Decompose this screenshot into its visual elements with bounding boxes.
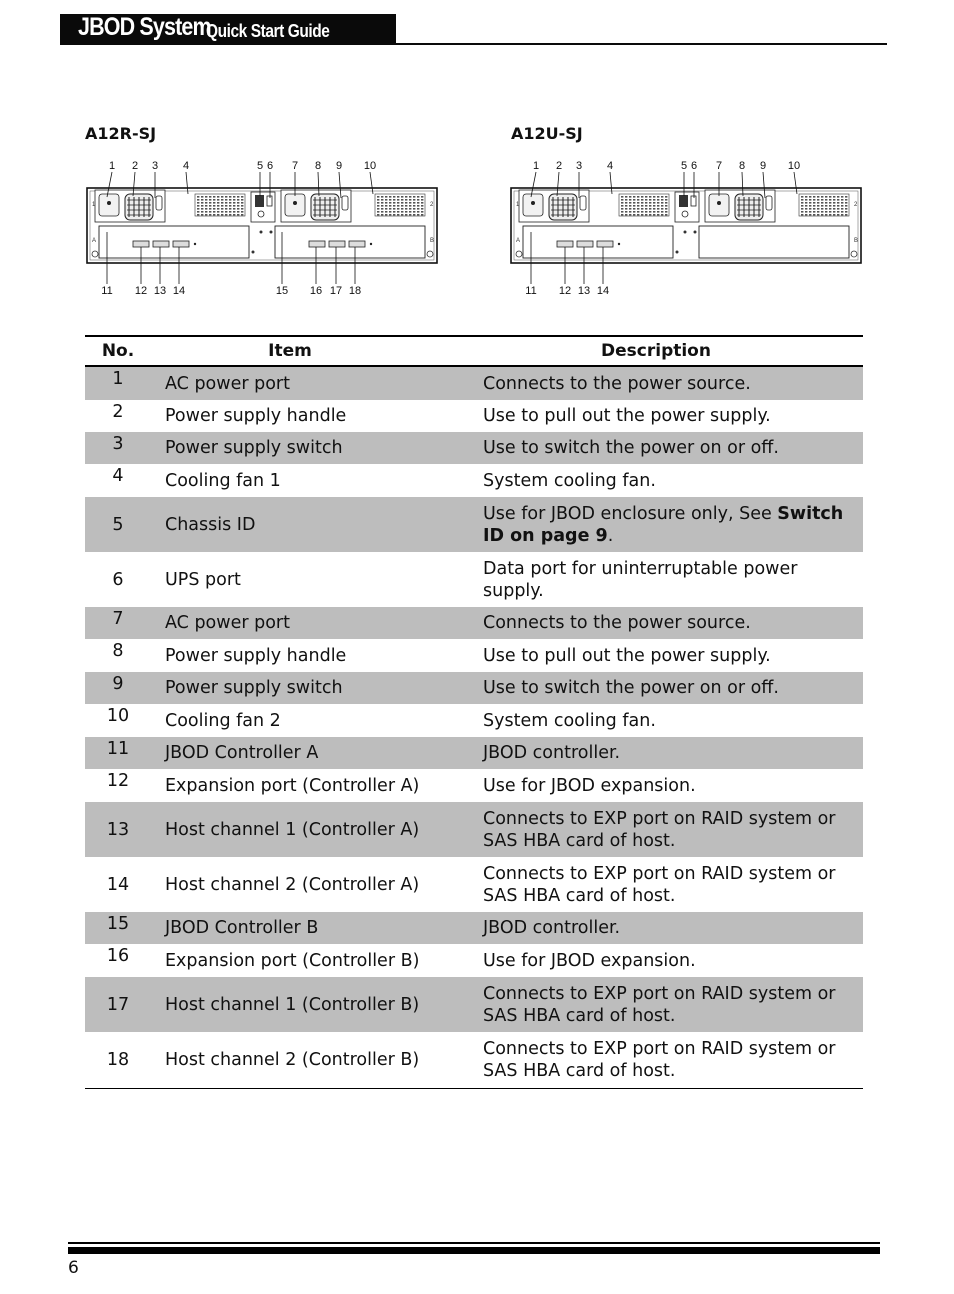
callout-number: 16 <box>309 285 323 297</box>
table-row <box>85 552 863 607</box>
row-item: Expansion port (Controller B) <box>165 950 420 971</box>
callout-number: 17 <box>329 285 343 297</box>
row-number: 14 <box>106 874 130 895</box>
rear-panel-diagram-a12u-sj <box>509 152 869 300</box>
table-row <box>85 977 863 1032</box>
row-number: 7 <box>112 609 124 629</box>
row-description: Connects to EXP port on RAID system or SAS HBA card of host. <box>483 808 836 851</box>
panel-marker: 1 <box>516 202 520 208</box>
sas-port-icon <box>133 241 149 247</box>
callout-number: 14 <box>172 285 186 297</box>
panel-marker: 1 <box>92 202 96 208</box>
row-number: 15 <box>106 914 130 934</box>
ups-port-icon <box>267 196 272 206</box>
row-description: Use for JBOD expansion. <box>483 950 696 971</box>
row-description: Connects to the power source. <box>483 373 751 394</box>
callout-number: 1 <box>108 160 116 172</box>
header-title: JBOD System <box>78 14 211 41</box>
cross-reference: Switch ID on page 9 <box>483 503 844 546</box>
callout-number: 9 <box>759 160 767 172</box>
row-number: 9 <box>112 674 124 694</box>
row-number: 10 <box>106 706 130 726</box>
row-item: Cooling fan 2 <box>165 710 281 731</box>
callout-number: 11 <box>525 285 537 297</box>
callout-number: 14 <box>596 285 610 297</box>
row-item: Cooling fan 1 <box>165 470 281 491</box>
row-item: Power supply switch <box>165 438 343 458</box>
callout-number: 12 <box>558 285 572 297</box>
row-description: Use to switch the power on or off. <box>483 438 779 458</box>
callout-number: 11 <box>101 285 113 297</box>
blank-slot-cover <box>699 226 849 258</box>
row-item: Power supply handle <box>165 406 347 426</box>
table-row <box>85 857 863 912</box>
panel-marker: 2 <box>854 202 858 208</box>
header-rule <box>396 43 887 45</box>
row-item: JBOD Controller B <box>165 918 319 938</box>
row-description: JBOD controller. <box>483 743 621 763</box>
callout-number: 7 <box>715 160 723 172</box>
row-description: Data port for uninterruptable power supply. <box>483 558 798 601</box>
row-item: Expansion port (Controller A) <box>165 775 420 796</box>
table-row <box>85 432 863 464</box>
table-row <box>85 367 863 400</box>
row-number: 18 <box>106 1050 130 1070</box>
chassis-id-switch-icon <box>679 195 688 207</box>
table-row <box>85 497 863 552</box>
row-description: JBOD controller. <box>483 918 621 938</box>
callout-number: 10 <box>787 160 801 172</box>
callout-number: 1 <box>532 160 540 172</box>
callout-number: 8 <box>738 160 746 172</box>
row-item: Host channel 1 (Controller A) <box>165 819 420 840</box>
callout-number: 5 <box>256 160 264 172</box>
callout-number: 4 <box>182 160 190 172</box>
rear-panel-diagram-a12r-sj <box>85 152 445 300</box>
page-number: 6 <box>68 1258 79 1278</box>
header-no: No. <box>101 341 135 361</box>
row-number: 16 <box>106 946 130 966</box>
row-number: 8 <box>112 641 124 661</box>
row-item: Host channel 1 (Controller B) <box>165 994 420 1015</box>
rear-panel-illustration <box>509 152 869 300</box>
row-item: AC power port <box>165 613 290 633</box>
table-row <box>85 400 863 432</box>
callout-number: 12 <box>134 285 148 297</box>
sas-port-icon <box>329 241 345 247</box>
callout-number: 10 <box>363 160 377 172</box>
chassis-id-switch-icon <box>255 195 264 207</box>
callout-number: 4 <box>606 160 614 172</box>
panel-marker: A <box>516 238 521 244</box>
callout-number: 6 <box>690 160 698 172</box>
description-tail: . <box>607 525 614 546</box>
table-row <box>85 1032 863 1088</box>
description-text: Use for JBOD enclosure only, See <box>483 503 778 524</box>
row-number: 11 <box>106 739 130 759</box>
table-row <box>85 639 863 672</box>
row-description: Connects to EXP port on RAID system or SAS HBA card of host. <box>483 1039 836 1081</box>
row-number: 1 <box>112 369 124 389</box>
row-number: 2 <box>112 402 124 422</box>
table-row <box>85 672 863 704</box>
callout-number: 18 <box>348 285 362 297</box>
sas-port-icon <box>577 241 593 247</box>
callout-number: 2 <box>131 160 139 172</box>
header-description: Description <box>601 341 711 361</box>
component-table <box>85 335 863 1089</box>
table-header <box>85 337 863 367</box>
row-number: 17 <box>106 994 130 1015</box>
table-row <box>85 912 863 944</box>
power-switch-icon <box>156 196 162 210</box>
row-number: 13 <box>106 819 130 840</box>
table-row <box>85 704 863 737</box>
callout-number: 7 <box>291 160 299 172</box>
power-switch-icon <box>766 196 772 210</box>
header-subtitle: Quick Start Guide <box>206 21 330 41</box>
row-number: 6 <box>112 569 124 590</box>
table-row <box>85 737 863 769</box>
row-description: Use to switch the power on or off. <box>483 678 779 698</box>
panel-marker: B <box>854 238 859 244</box>
row-item: Power supply handle <box>165 645 347 666</box>
model-label-a12u-sj: A12U-SJ <box>511 124 583 143</box>
row-item: Host channel 2 (Controller B) <box>165 1050 420 1070</box>
rear-panel-illustration <box>85 152 445 300</box>
callout-number: 9 <box>335 160 343 172</box>
row-number: 12 <box>106 771 130 791</box>
sas-port-icon <box>349 241 365 247</box>
header-item: Item <box>268 341 312 361</box>
callout-number: 13 <box>577 285 591 297</box>
table-row <box>85 464 863 497</box>
sas-port-icon <box>557 241 573 247</box>
row-item: Host channel 2 (Controller A) <box>165 874 420 895</box>
ups-port-icon <box>691 196 696 206</box>
power-switch-icon <box>342 196 348 210</box>
table-body <box>85 367 863 1088</box>
callout-number: 13 <box>153 285 167 297</box>
row-item: UPS port <box>165 569 241 590</box>
sas-port-icon <box>173 241 189 247</box>
row-description: Connects to the power source. <box>483 613 751 633</box>
sas-port-icon <box>309 241 325 247</box>
row-number: 3 <box>112 434 124 454</box>
row-description: System cooling fan. <box>483 710 656 731</box>
row-description: Use for JBOD expansion. <box>483 775 696 796</box>
row-item: Chassis ID <box>165 514 256 535</box>
sas-port-icon <box>597 241 613 247</box>
row-number: 4 <box>112 466 124 486</box>
row-item: JBOD Controller A <box>165 743 319 763</box>
row-item: Power supply switch <box>165 678 343 698</box>
callout-number: 3 <box>151 160 159 172</box>
callout-number: 3 <box>575 160 583 172</box>
table-row <box>85 769 863 802</box>
panel-marker: A <box>92 238 97 244</box>
callout-number: 2 <box>555 160 563 172</box>
row-item: AC power port <box>165 373 290 394</box>
row-description <box>469 497 863 552</box>
row-description: Use to pull out the power supply. <box>483 406 771 426</box>
document-header <box>60 14 396 45</box>
callout-number: 5 <box>680 160 688 172</box>
row-description: Connects to EXP port on RAID system or SAS HBA card of host. <box>483 863 836 906</box>
table-row <box>85 802 863 857</box>
callout-number: 8 <box>314 160 322 172</box>
power-switch-icon <box>580 196 586 210</box>
footer-rule-thick <box>68 1247 880 1254</box>
row-description: System cooling fan. <box>483 470 656 491</box>
row-description: Use to pull out the power supply. <box>483 645 771 666</box>
row-number: 5 <box>112 514 124 535</box>
panel-marker: 2 <box>430 202 434 208</box>
row-description: Connects to EXP port on RAID system or SAS HBA card of host. <box>483 983 836 1026</box>
footer-rule-thin <box>68 1242 880 1244</box>
table-row <box>85 944 863 977</box>
callout-number: 15 <box>275 285 289 297</box>
sas-port-icon <box>153 241 169 247</box>
callout-number: 6 <box>266 160 274 172</box>
panel-marker: B <box>430 238 435 244</box>
table-row <box>85 607 863 639</box>
model-label-a12r-sj: A12R-SJ <box>85 124 157 143</box>
